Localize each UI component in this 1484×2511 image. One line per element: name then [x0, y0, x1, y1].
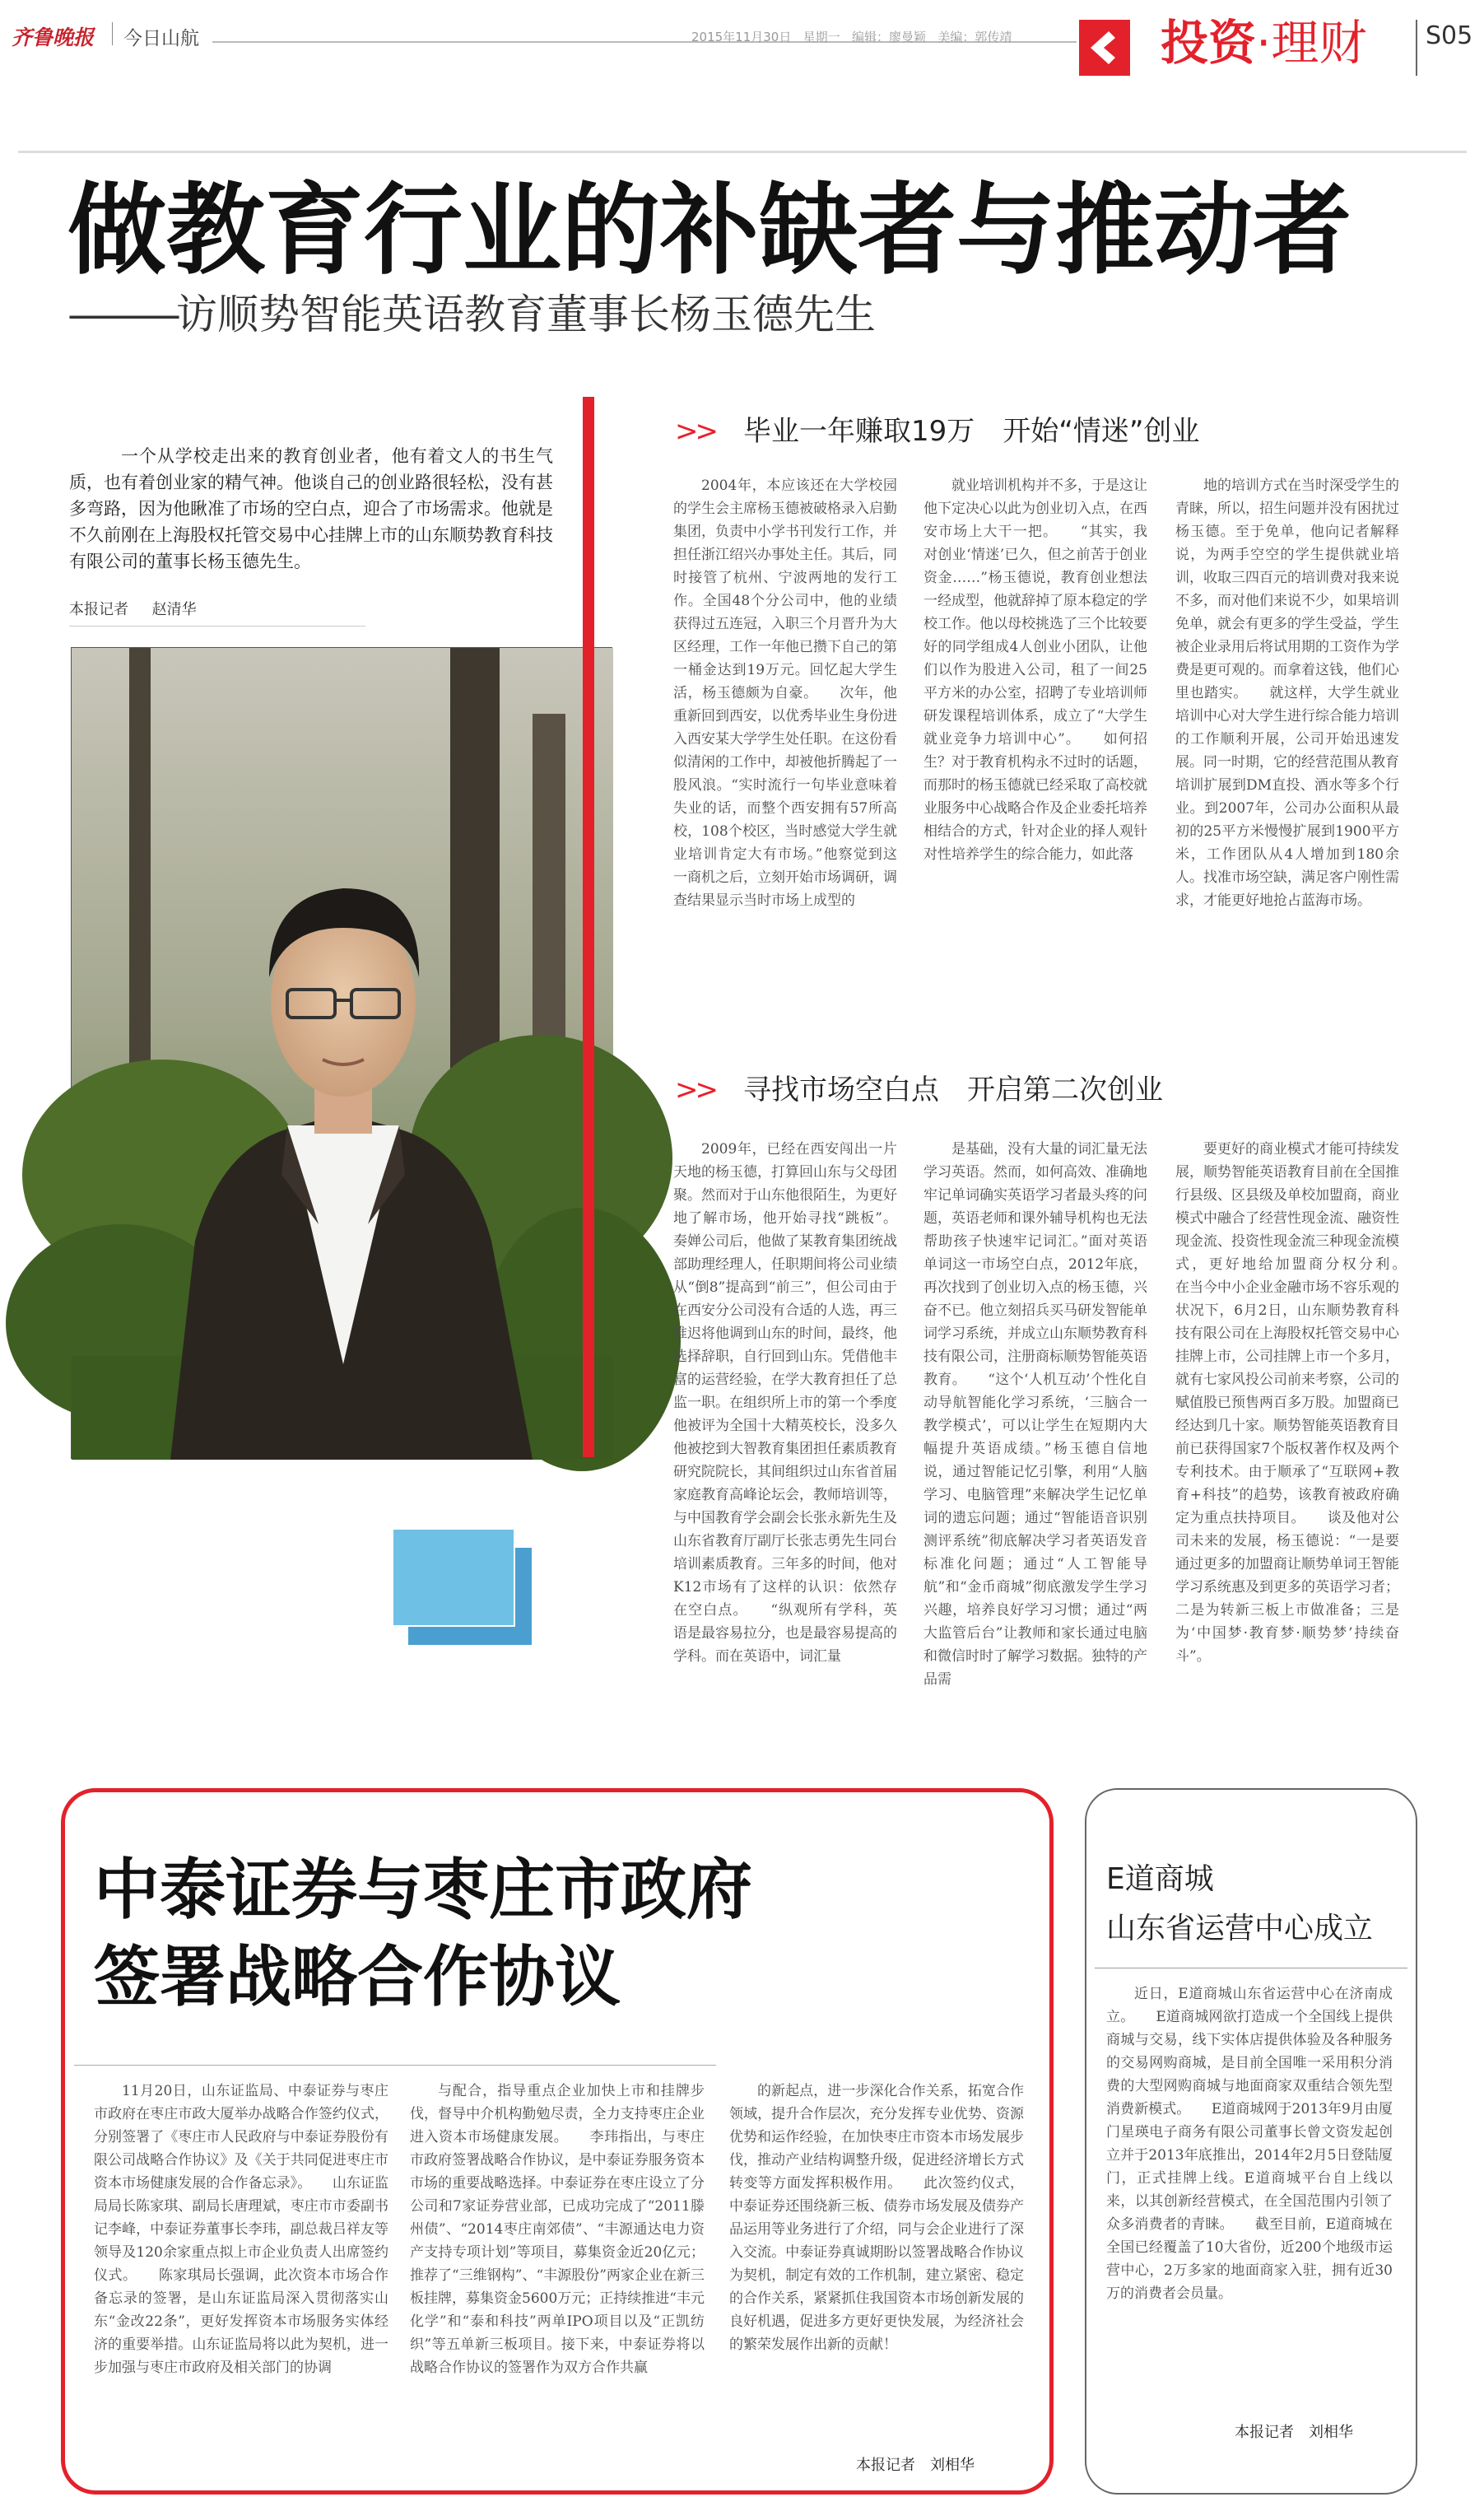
box1-column-2: [410, 2080, 705, 2448]
section1-column-1: [673, 474, 897, 958]
top-rule: [18, 151, 1467, 153]
section1-text-2: 就业培训机构并不多，于是这让他下定决心以此为创业切入点，在西安市场上大干一把。 “其实，我对创业‘情迷’已久，但之前苦于创业资金……”杨玉德说，教育创业想法一经成型，他就辞掉了原本稳定的学校工作。他以母校挑选了三个比较要好的同学组成4人创业小团队，让他们以作为股进入公司，租了一间25平方米的办公室，招聘了专业培训师研发课程培训体系，成立了“大学生就业竞争力培训中心”。 如何招生？对于教育机构永不过时的话题，而那时的杨玉德就已经采取了高校就业服务中心战略合作及企业委托培养相结合的方式，针对企业的择人观针对性培养学生的综合能力，如此落: [923, 478, 1147, 863]
double-arrow-icon: >>: [675, 1074, 715, 1106]
box2-column: [1106, 1982, 1393, 2443]
issue-date: 2015年11月30日: [691, 30, 792, 44]
designer: 美编：郭传靖: [937, 30, 1012, 44]
category-dot: ·: [1256, 15, 1272, 71]
box1-title-line2: 签署战略合作协议: [94, 1939, 621, 2015]
box1-column-1: [94, 2080, 388, 2448]
section1-text-3: 地的培训方式在当时深受学生的青睐，所以，招生问题并没有困扰过杨玉德。至于免单，他向记者解释说，为两手空空的学生提供就业培训，收取三四百元的培训费对我来说不多，而对他们来说不少，如果培训免单，就会有更多的学生受益，学生被企业录用后将试用期的工资作为学费是更可观的。而拿着这钱，他们心里也踏实。 就这样，大学生就业培训中心对大学生进行综合能力培训的工作顺利开展，公司开始迅速发展。同一时期，它的经营范围从教育培训扩展到DM直投、酒水等多个行业。到2007年，公司办公面积从最初的25平方米慢慢扩展到1900平方米，工作团队从4人增加到180余人。找准市场空缺，满足客户刚性需求，才能更好地抢占蓝海市场。: [1175, 478, 1399, 909]
section2-text-1: 2009年，已经在西安闯出一片天地的杨玉德，打算回山东与父母团聚。然而对于山东他很陌生，为更好地了解市场，他开始寻找“跳板”。奏婵公司后，他做了某教育集团统战部助理经理人，任职期间将公司业绩从“倒8”提高到“前三”，但公司由于在西安分公司没有合适的人选，再三推迟将他调到山东的时间，最终，他选择辞职，自行回到山东。凭借他丰富的运营经验，在学大教育担任了总监一职。在组织所上市的第一个季度他被评为全国十大精英校长，没多久他被挖到大智教育集团担任素质教育研究院院长，其间组织过山东省首届家庭教育高峰论坛会，教师培训等，与中国教育学会副会长张永新先生及山东省教育厅副厅长张志勇先生同台培训素质教育。三年多的时间，他对K12市场有了这样的认识：依然存在空白点。 “纵观所有学科，英语是最容易拉分，也是最容易提高的学科。而在英语中，词汇量: [673, 1141, 897, 1665]
headline: 做教育行业的补缺者与推动者: [67, 174, 1351, 288]
section1-text-1: 2004年，本应该还在大学校园的学生会主席杨玉德被破格录入启勤集团，负责中小学书刊发行工作，并担任浙江绍兴办事处主任。其后，同时接管了杭州、宁波两地的发行工作。全国48个分公司中，他的业绩获得过五连冠，入职三个月晋升为大区经理，工作一年他已攒下自己的第一桶金达到19万元。回忆起大学生活，杨玉德颇为自豪。 次年，他重新回到西安，以优秀毕业生身份进入西安某大学学生处任职。在这份看似清闲的工作中，却被他折腾起了一股风浪。“实时流行一句毕业意味着失业的话，而整个西安拥有57所高校，108个校区，当时感觉大学生就业培训肯定大有市场。”他察觉到这一商机之后，立刻开始市场调研，调查结果显示当时市场上成型的: [673, 478, 897, 909]
category-finance: 理财: [1271, 15, 1367, 71]
byline-rule: [69, 626, 365, 627]
section-heading-1: [675, 408, 1199, 449]
section1-column-3: [1175, 474, 1399, 958]
box2-text: 近日，E道商城山东省运营中心在济南成立。 E道商城网欲打造成一个全国线上提供商城与交易，线下实体店提供体验及各种服务的交易网购商城，是目前全国唯一采用积分消费的大型网购商城与地面商家双重结合领先型消费新模式。 E道商城网于2013年9月由厦门星瑛电子商务有限公司董事长曾文资发起创立并于2013年底推出，2014年2月5日登陆厦门，正式挂牌上线。E道商城平台自上线以来，以其创新经营模式，在全国范围内引领了众多消费者的青睐。 截至目前，E道商城在全国已经覆盖了10大省份，近200个地级市运营中心，2万多家的地面商家入驻，拥有近30万的消费者会员量。: [1106, 1986, 1393, 2302]
box1-text-2: 与配合，指导重点企业加快上市和挂牌步伐，督导中介机构勤勉尽责，全力支持枣庄企业进入资本市场健康发展。 李玮指出，与枣庄市政府签署战略合作协议，是中泰证券服务资本市场的重要战略选择。中泰证券在枣庄设立了分公司和7家证券营业部，已成功完成了“2011滕州债”、“2014枣庄南郊债”、“丰源通达电力资产支持专项计划”等项目，募集资金近20亿元；推荐了“三维钢构”、“丰源股份”两家企业在新三板挂牌，募集资金5600万元；正持续推进“丰元化学”和“泰和科技”两单IPO项目以及“正凯纺织”等五单新三板项目。接下来，中泰证券将以战略合作协议的签署作为双方合作共赢: [410, 2083, 705, 2376]
byline: [69, 598, 197, 619]
editor: 编辑：廖曼颖: [852, 30, 927, 44]
section2-column-3: [1175, 1138, 1427, 1767]
section2-text-3: 要更好的商业模式才能可持续发展，顺势智能英语教育目前在全国推行县级、区县级及单校加盟商，商业模式中融合了经营性现金流、融资性现金流、投资性现金流三种现金流模式，更好地给加盟商分权分利。 在当今中小企业金融市场不容乐观的状况下，6月2日，山东顺势教育科技有限公司在上海股权托管交易中心挂牌上市，公司挂牌上市一个多月，就有七家风投公司前来考察，公司的赋值股已预售两百多万股。加盟商已经达到几十家。顺势智能英语教育目前已获得国家7个版权著作权及两个专利技术。由于顺承了“互联网+教育+科技”的趋势，该教育被政府确定为重点扶持项目。 谈及他对公司未来的发展，杨玉德说：“一是要通过更多的加盟商让顺势单词王智能学习系统惠及到更多的英语学习者；二是为转新三板上市做准备；三是为‘中国梦·教育梦·顺势梦’持续奋斗”。: [1175, 1141, 1427, 1665]
page-number: S05: [1426, 21, 1473, 50]
box2-title-line2: 山东省运营中心成立: [1106, 1912, 1374, 1945]
category-icon: [1079, 20, 1130, 76]
box1-text-1: 11月20日，山东证监局、中泰证券与枣庄市政府在枣庄市政大厦举办战略合作签约仪式，分别签署了《枣庄市人民政府与中泰证券股份有限公司战略合作协议》及《关于共同促进枣庄市资本市场健康发展的合作备忘录》。 山东证监局局长陈家琪、副局长唐理斌，枣庄市市委副书记李峰，中泰证券董事长李玮，副总裁吕祥友等领导及120余家重点拟上市企业负责人出席签约仪式。 陈家琪局长强调，此次资本市场合作备忘录的签署，是山东证监局深入贯彻落实山东“金改22条”，更好发挥资本市场服务实体经济的重要举措。山东证监局将以此为契机，进一步加强与枣庄市政府及相关部门的协调: [94, 2083, 388, 2376]
byline-label: 本报记者: [69, 601, 128, 618]
box1-text-3: 的新起点，进一步深化合作关系，拓宽合作领域，提升合作层次，充分发挥专业优势、资源优势和运作经验，在加快枣庄市资本市场发展步伐，推动产业结构调整升级，促进经济增长方式转变等方面发挥积极作用。 此次签约仪式，中泰证券还围绕新三板、债券市场发展及债券产品运用等业务进行了介绍，同与会企业进行了深入交流。中泰证券真诚期盼以签署战略合作协议为契机，制定有效的工作机制，建立紧密、稳定的合作关系，紧紧抓住我国资本市场创新发展的良好机遇，促进多方更好更快发展，为经济社会的繁荣发展作出新的贡献！: [729, 2083, 1024, 2353]
header-info: [691, 28, 1012, 45]
section-heading-2: [675, 1067, 1163, 1107]
section-name: 今日山航: [123, 28, 199, 49]
deco-square-light: [392, 1528, 515, 1627]
section-title-1: 毕业一年赚取19万 开始“情迷”创业: [742, 415, 1200, 448]
issue-weekday: 星期一: [802, 30, 840, 44]
portrait-photo: [71, 647, 612, 1459]
byline-name: 赵清华: [151, 601, 197, 618]
box1-byline: 本报记者 刘相华: [856, 2457, 975, 2474]
section2-column-2: [923, 1138, 1147, 1767]
masthead-logo: 齐鲁晚报: [12, 26, 95, 49]
lead-paragraph: 一个从学校走出来的教育创业者，他有着文人的书生气质，也有着创业家的精气神。他谈自己的创业路很轻松，没有甚多弯路，因为他瞅准了市场的空白点，迎合了市场需求。他就是不久前刚在上海股权托管交易中心挂牌上市的山东顺势教育科技有限公司的董事长杨玉德先生。: [69, 446, 553, 571]
box2-title-line1: E道商城: [1106, 1862, 1214, 1896]
section2-column-1: [673, 1138, 897, 1767]
box1-header-rule: [74, 2065, 716, 2066]
category-title: [1161, 13, 1366, 72]
logo-divider: [112, 22, 113, 45]
subheadline-text: 访顺势智能英语教育董事长杨玉德先生: [176, 291, 876, 338]
section1-column-2: [923, 474, 1147, 958]
box1-column-3: [729, 2080, 1024, 2448]
section-title-2: 寻找市场空白点 开启第二次创业: [742, 1074, 1163, 1106]
page-divider: [1416, 20, 1417, 76]
photo-red-bar: [583, 397, 594, 1457]
subheadline-dash: ———: [67, 291, 176, 338]
box2-byline: 本报记者 刘相华: [1235, 2424, 1353, 2441]
category-invest: 投资: [1161, 15, 1257, 71]
subheadline: [67, 288, 876, 341]
box1-title-line1: 中泰证券与枣庄市政府: [94, 1852, 752, 1928]
section2-text-2: 是基础，没有大量的词汇量无法学习英语。然而，如何高效、准确地牢记单词确实英语学习者最头疼的问题，英语老师和课外辅导机构也无法帮助孩子快速牢记词汇。”面对英语单词这一市场空白点，2012年底，再次找到了创业切入点的杨玉德，兴奋不已。他立刻招兵买马研发智能单词学习系统，并成立山东顺势教育科技有限公司，注册商标顺势智能英语教育。 “这个‘人机互动’个性化自动导航智能化学习系统，‘三脑合一教学模式’，可以让学生在短期内大幅提升英语成绩。”杨玉德自信地说，通过智能记忆引擎，利用“人脑学习、电脑管理”来解决学生记忆单词的遗忘问题；通过“智能语音识别测评系统”彻底解决学习者英语发音标准化问题；通过“人工智能导航”和“金币商城”彻底激发学生学习兴趣，培养良好学习习惯；通过“两大监管后台”让教师和家长通过电脑和微信时时了解学习数据。独特的产品需: [923, 1141, 1147, 1688]
double-arrow-icon: >>: [675, 415, 715, 448]
